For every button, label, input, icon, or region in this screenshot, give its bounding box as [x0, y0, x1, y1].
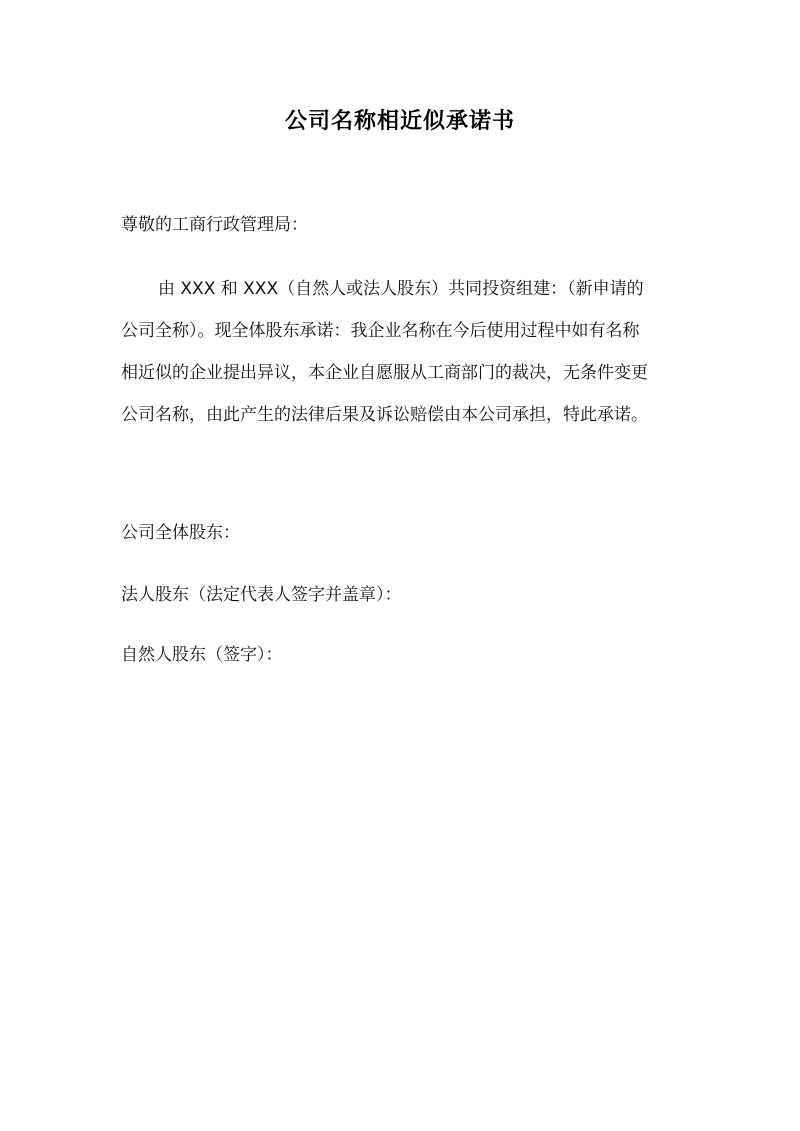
paragraph-line: 由 XXX 和 XXX（自然人或法人股东）共同投资组建：（新申请的: [158, 279, 644, 299]
legal-person-shareholder-label: 法人股东（法定代表人签字并盖章）：: [121, 585, 402, 605]
natural-person-shareholder-label: 自然人股东（签字）：: [121, 645, 283, 665]
paragraph-line: 公司全称）。现全体股东承诺：我企业名称在今后使用过程中如有名称: [121, 321, 640, 341]
paragraph-line: 相近似的企业提出异议，本企业自愿服从工商部门的裁决，无条件变更: [121, 363, 648, 383]
document-title: 公司名称相近似承诺书: [284, 109, 515, 134]
paragraph-line: 公司名称，由此产生的法律后果及诉讼赔偿由本公司承担，特此承诺。: [121, 405, 648, 425]
salutation: 尊敬的工商行政管理局：: [121, 215, 308, 235]
all-shareholders-label: 公司全体股东：: [121, 523, 240, 543]
commitment-paragraph: [121, 268, 686, 436]
